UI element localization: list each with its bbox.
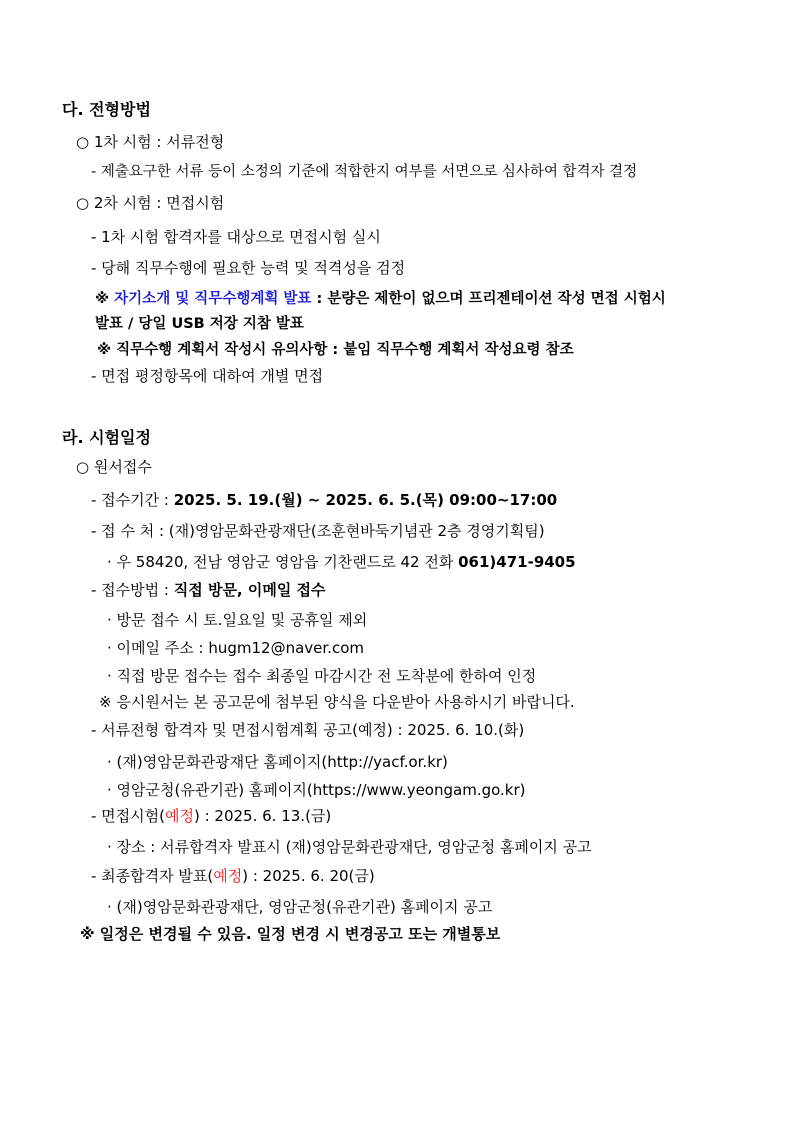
second-exam-item: ○ 2차 시험 : 면접시험 (76, 194, 225, 212)
presentation-label: 자기소개 및 직무수행계획 발표 (114, 291, 312, 307)
interview-planned: 예정 (165, 807, 194, 825)
interview-schedule (91, 806, 331, 826)
method-item-visit: · 방문 접수 시 토.일요일 및 공휴일 제외 (107, 611, 368, 629)
method-item-deadline: · 직접 방문 접수는 접수 최종일 마감시간 전 도착분에 한하여 인정 (107, 667, 537, 685)
county-homepage: · 영암군청(유관기관) 홈페이지(https://www.yeongam.go.kr) (107, 781, 526, 799)
note-mark: ※ (95, 291, 110, 307)
foundation-homepage: · (재)영암문화관광재단 홈페이지(http://yacf.or.kr) (107, 753, 448, 771)
place-value: (재)영암문화관광재단(조훈현바둑기념관 2층 경영기획팀) (168, 522, 545, 540)
second-exam-detail-1: - 1차 시험 합격자를 대상으로 면접시험 실시 (91, 228, 381, 246)
application-method (91, 580, 326, 600)
first-exam-detail: - 제출요구한 서류 등이 소정의 기준에 적합한지 여부를 서면으로 심사하여 합격자 결정 (91, 164, 638, 180)
period-value: 2025. 5. 19.(월) ~ 2025. 6. 5.(목) 09:00~17:00 (173, 491, 558, 509)
presentation-note-cont: 발표 / 당일 USB 저장 지참 발표 (95, 316, 304, 332)
second-exam-detail-3: - 면접 평정항목에 대하여 개별 면접 (91, 367, 324, 385)
document-result-notice: - 서류전형 합격자 및 면접시험계획 공고(예정) : 2025. 6. 10.(화) (91, 721, 525, 739)
form-download-note: ※ 응시원서는 본 공고문에 첨부된 양식을 다운받아 사용하시기 바랍니다. (99, 693, 575, 711)
first-exam-item: ○ 1차 시험 : 서류전형 (76, 133, 225, 151)
address: · 우 58420, 전남 영암군 영암읍 기찬랜드로 42 전화 (107, 553, 454, 571)
address-line (107, 552, 576, 572)
method-label: - 접수방법 : (91, 581, 169, 599)
phone-number: 061)471-9405 (458, 553, 576, 571)
place-label: - 접 수 처 : (91, 522, 165, 540)
final-date: ) : 2025. 6. 20(금) (242, 867, 375, 885)
plan-writing-note: ※ 직무수행 계획서 작성시 유의사항 : 붙임 직무수행 계획서 작성요령 참조 (97, 342, 574, 358)
method-value: 직접 방문, 이메일 접수 (173, 581, 326, 599)
presentation-text: : 분량은 제한이 없으며 프리젠테이션 작성 면접 시험시 (316, 291, 666, 307)
interview-date: ) : 2025. 6. 13.(금) (193, 807, 332, 825)
interview-label: - 면접시험( (91, 807, 165, 825)
application-item: ○ 원서접수 (76, 458, 152, 476)
final-label: - 최종합격자 발표( (91, 867, 214, 885)
final-result-site: · (재)영암문화관광재단, 영암군청(유관기관) 홈페이지 공고 (107, 898, 493, 916)
period-label: - 접수기간 : (91, 491, 169, 509)
application-place (91, 521, 545, 541)
method-item-email: · 이메일 주소 : hugm12@naver.com (107, 639, 364, 657)
application-period (91, 490, 557, 510)
presentation-note (95, 289, 666, 309)
schedule-change-note: ※ 일정은 변경될 수 있음. 일정 변경 시 변경공고 또는 개별통보 (80, 925, 501, 943)
second-exam-detail-2: - 당해 직무수행에 필요한 능력 및 적격성을 검정 (91, 259, 406, 277)
section-heading-selection: 다. 전형방법 (62, 100, 151, 119)
final-planned: 예정 (213, 867, 243, 885)
final-result-schedule (91, 866, 375, 886)
interview-place: · 장소 : 서류합격자 발표시 (재)영암문화관광재단, 영암군청 홈페이지 공고 (107, 838, 592, 856)
section-heading-schedule: 라. 시험일정 (62, 428, 151, 447)
